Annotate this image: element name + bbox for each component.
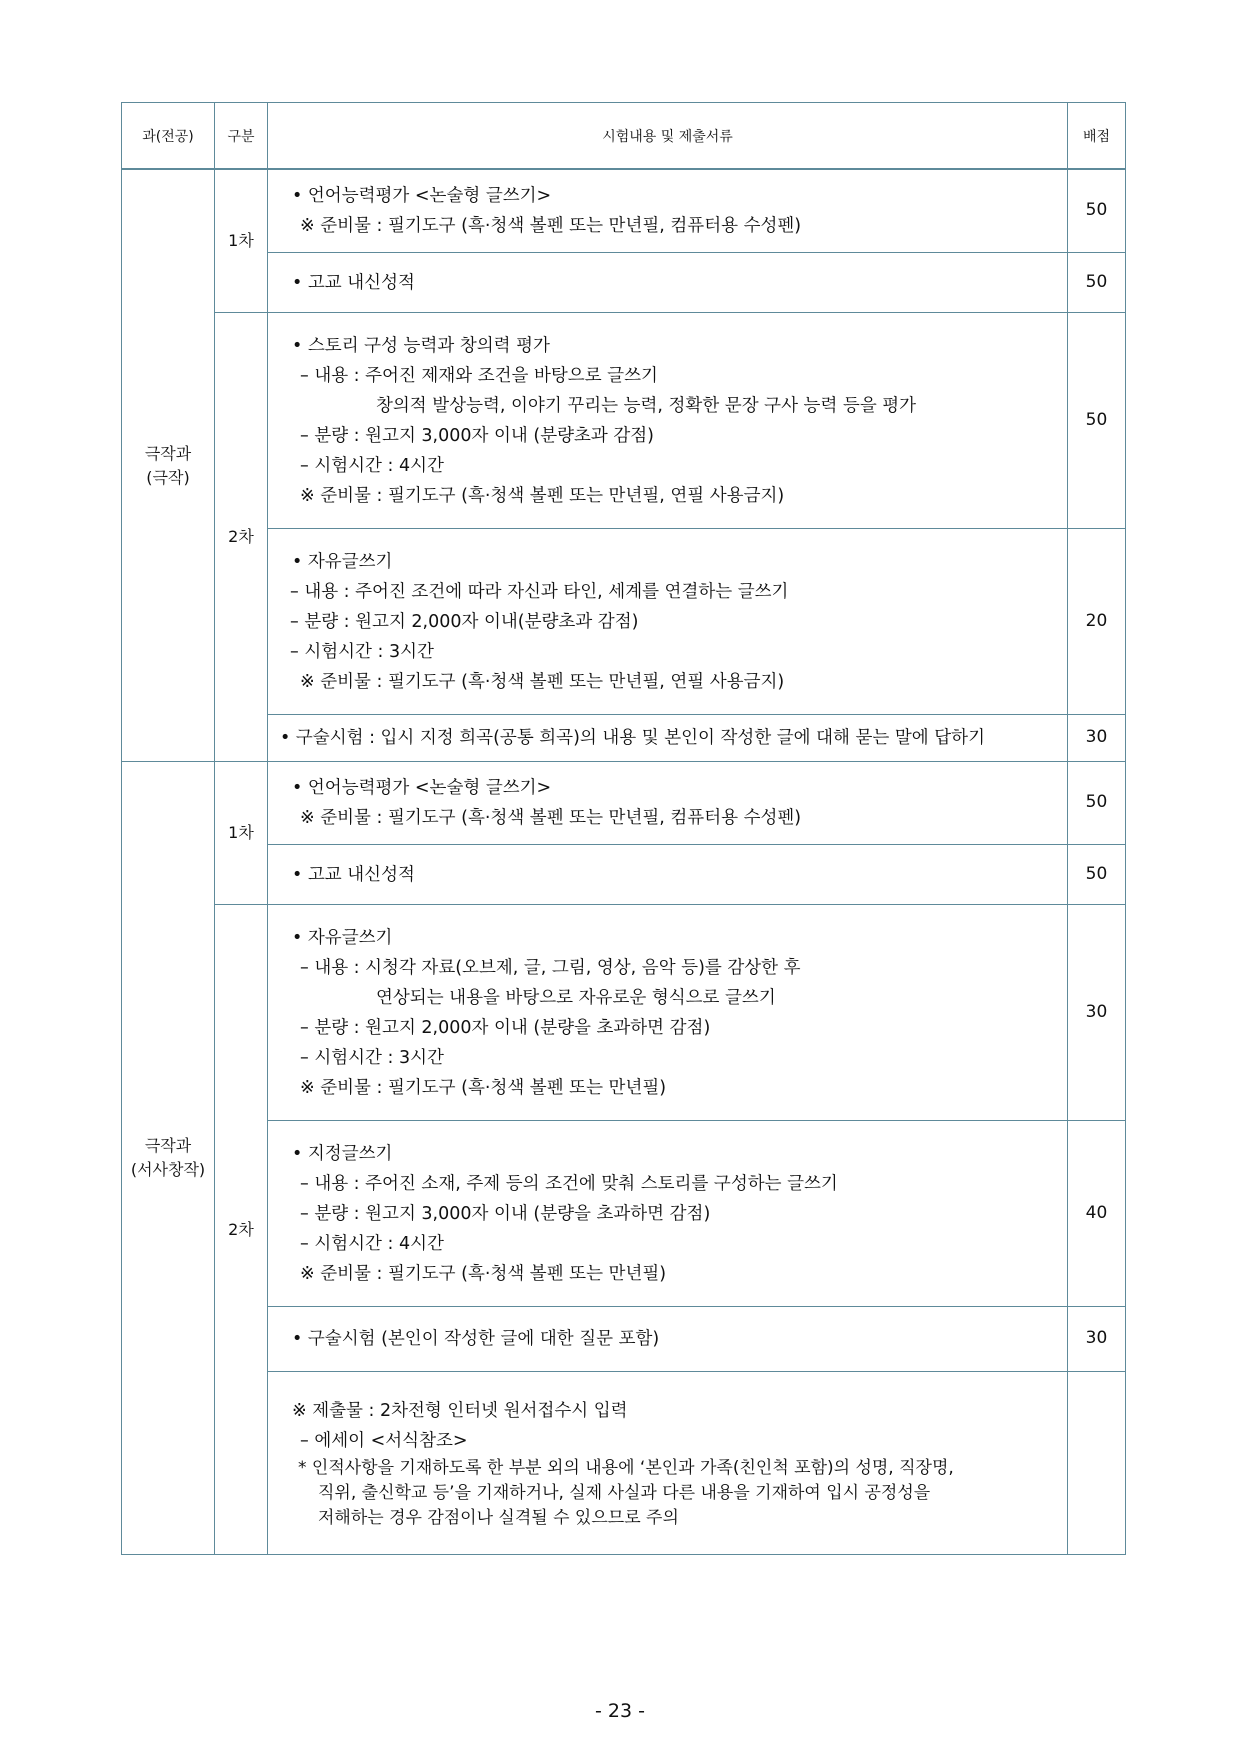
- score-cell: 50: [1068, 845, 1126, 905]
- content-line: – 시험시간 : 4시간: [300, 455, 444, 476]
- content-line: – 시험시간 : 3시간: [290, 641, 434, 662]
- table-header-row: [122, 103, 1126, 170]
- content-line: • 언어능력평가 <논술형 글쓰기>: [292, 778, 552, 798]
- content-line: – 내용 : 시청각 자료(오브제, 글, 그림, 영상, 음악 등)를 감상한 후: [300, 957, 801, 978]
- stage-cell: 2차: [215, 313, 268, 762]
- table-row: [122, 169, 1126, 253]
- content-cell: [268, 169, 1068, 253]
- content-cell: [268, 715, 1068, 762]
- content-line: ※ 준비물 : 필기도구 (흑·청색 볼펜 또는 만년필): [300, 1263, 667, 1284]
- content-line: – 내용 : 주어진 제재와 조건을 바탕으로 글쓰기: [300, 365, 658, 386]
- content-line: ※ 준비물 : 필기도구 (흑·청색 볼펜 또는 만년필, 연필 사용금지): [300, 485, 785, 506]
- score-cell: 50: [1068, 762, 1126, 845]
- content-line: 직위, 출신학교 등’을 기재하거나, 실제 사실과 다른 내용을 기재하여 입시 공정성을: [318, 1482, 931, 1503]
- score-cell: 40: [1068, 1121, 1126, 1307]
- content-line: ※ 준비물 : 필기도구 (흑·청색 볼펜 또는 만년필, 연필 사용금지): [300, 671, 785, 692]
- table-row: [122, 845, 1126, 905]
- header-stage: 구분: [215, 103, 268, 170]
- dept-cell: 극작과 (극작): [122, 169, 215, 762]
- table-row: [122, 1372, 1126, 1555]
- content-cell: [268, 313, 1068, 529]
- content-line: – 시험시간 : 3시간: [300, 1047, 444, 1068]
- content-line: • 고교 내신성적: [292, 272, 415, 293]
- score-cell: 50: [1068, 169, 1126, 253]
- content-line: ※ 준비물 : 필기도구 (흑·청색 볼펜 또는 만년필): [300, 1077, 667, 1098]
- table-row: [122, 253, 1126, 313]
- score-cell: 30: [1068, 715, 1126, 762]
- content-cell: [268, 253, 1068, 313]
- content-line: • 언어능력평가 <논술형 글쓰기>: [292, 186, 552, 206]
- content-line: * 인적사항을 기재하도록 한 부분 외의 내용에 ‘본인과 가족(친인척 포함)의 성명, 직장명,: [298, 1457, 954, 1478]
- content-line: • 지정글쓰기: [292, 1143, 393, 1164]
- content-line: • 구술시험 : 입시 지정 희곡(공통 희곡)의 내용 및 본인이 작성한 글에 대해 묻는 말에 답하기: [280, 728, 985, 748]
- header-score: 배점: [1068, 103, 1126, 170]
- stage-cell: 1차: [215, 762, 268, 905]
- table-row: [122, 529, 1126, 715]
- dept-cell: 극작과 (서사창작): [122, 762, 215, 1555]
- content-line: – 분량 : 원고지 3,000자 이내 (분량초과 감점): [300, 425, 655, 446]
- score-cell: 30: [1068, 905, 1126, 1121]
- content-line: 창의적 발상능력, 이야기 꾸리는 능력, 정확한 문장 구사 능력 등을 평가: [376, 395, 917, 416]
- table-row: [122, 1121, 1126, 1307]
- content-line: – 에세이 <서식참조>: [300, 1430, 468, 1451]
- content-cell: [268, 1372, 1068, 1555]
- content-cell: [268, 905, 1068, 1121]
- content-line: • 자유글쓰기: [292, 927, 393, 948]
- content-line: 저해하는 경우 감점이나 실격될 수 있으므로 주의: [318, 1507, 679, 1528]
- content-line: • 구술시험 (본인이 작성한 글에 대한 질문 포함): [292, 1329, 660, 1349]
- content-line: • 고교 내신성적: [292, 864, 415, 885]
- content-line: – 분량 : 원고지 2,000자 이내 (분량을 초과하면 감점): [300, 1017, 711, 1038]
- content-line: 연상되는 내용을 바탕으로 자유로운 형식으로 글쓰기: [376, 987, 776, 1008]
- content-line: ※ 준비물 : 필기도구 (흑·청색 볼펜 또는 만년필, 컴퓨터용 수성펜): [300, 216, 802, 236]
- content-cell: [268, 845, 1068, 905]
- table-row: [122, 715, 1126, 762]
- table-row: [122, 762, 1126, 845]
- content-line: – 내용 : 주어진 조건에 따라 자신과 타인, 세계를 연결하는 글쓰기: [290, 581, 789, 602]
- content-cell: [268, 762, 1068, 845]
- content-line: ※ 준비물 : 필기도구 (흑·청색 볼펜 또는 만년필, 컴퓨터용 수성펜): [300, 808, 802, 828]
- content-line: – 분량 : 원고지 3,000자 이내 (분량을 초과하면 감점): [300, 1203, 711, 1224]
- content-cell: [268, 529, 1068, 715]
- page-number: - 23 -: [595, 1700, 645, 1722]
- stage-cell: 2차: [215, 905, 268, 1555]
- content-line: – 분량 : 원고지 2,000자 이내(분량초과 감점): [290, 611, 639, 632]
- score-cell: [1068, 1372, 1126, 1555]
- content-line: ※ 제출물 : 2차전형 인터넷 원서접수시 입력: [292, 1400, 628, 1421]
- content-line: – 시험시간 : 4시간: [300, 1233, 444, 1254]
- score-cell: 20: [1068, 529, 1126, 715]
- stage-cell: 1차: [215, 169, 268, 313]
- table-row: [122, 313, 1126, 529]
- score-cell: 50: [1068, 253, 1126, 313]
- content-cell: [268, 1307, 1068, 1372]
- content-line: – 내용 : 주어진 소재, 주제 등의 조건에 맞춰 스토리를 구성하는 글쓰기: [300, 1173, 838, 1194]
- header-content: 시험내용 및 제출서류: [268, 103, 1068, 170]
- header-dept: 과(전공): [122, 103, 215, 170]
- content-line: • 스토리 구성 능력과 창의력 평가: [292, 335, 550, 356]
- content-cell: [268, 1121, 1068, 1307]
- table-row: [122, 1307, 1126, 1372]
- exam-table: [121, 102, 1126, 1555]
- content-line: • 자유글쓰기: [292, 551, 393, 572]
- score-cell: 30: [1068, 1307, 1126, 1372]
- score-cell: 50: [1068, 313, 1126, 529]
- table-row: [122, 905, 1126, 1121]
